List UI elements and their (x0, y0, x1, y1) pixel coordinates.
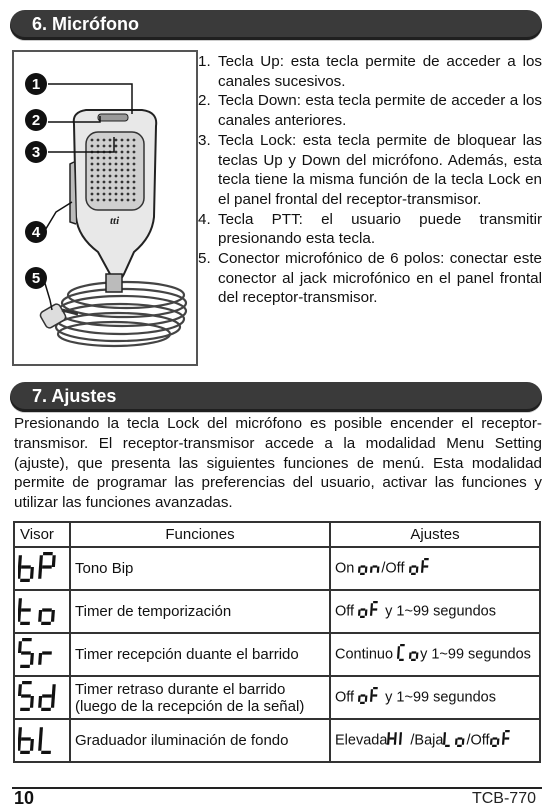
list-item: 5. Conector microfónico de 6 polos: conectar este conector al jack microfónico en el panel frontal del receptor-transmisor. (198, 250, 542, 307)
ajuste-label: On (335, 560, 355, 577)
header-funciones: Funciones (70, 522, 330, 547)
microphone-keys-list (198, 52, 542, 308)
ajuste-label: y 1~99 segundos (385, 603, 496, 620)
lcd-display-Sr (18, 637, 57, 673)
ajustes-cell (330, 547, 540, 590)
lcd-on (358, 557, 381, 580)
visor-cell (14, 676, 70, 719)
visor-cell (14, 590, 70, 633)
ajuste-label: y 1~99 segundos (385, 689, 496, 706)
callout-2: 2 (31, 112, 41, 129)
funcion-cell (70, 676, 330, 719)
lcd-off (490, 729, 513, 752)
ajuste-label: y 1~99 segundos (420, 646, 531, 663)
list-item: 3. Tecla Lock: esta tecla permite de bloquear las teclas Up y Down del micrófono. Además, esta tecla tiene la misma función de la tecla Lock en el panel frontal del receptor-transmisor. (198, 131, 542, 208)
callout-3: 3 (31, 144, 41, 161)
speaker-grille (86, 132, 144, 210)
visor-cell (14, 633, 70, 676)
ajuste-label: Continuo (335, 646, 394, 663)
lcd-display-Sd (18, 680, 57, 716)
callout-bubbles (25, 73, 47, 289)
list-item: 2. Tecla Down: esta tecla permite de acceder a los canales anteriores. (198, 92, 542, 130)
section-title: 6. Micrófono (32, 14, 139, 34)
ajustes-cell (330, 719, 540, 762)
ajustes-cell (330, 590, 540, 633)
visor-cell (14, 547, 70, 590)
list-item: 4. Tecla PTT: el usuario puede transmitir presionando esta tecla. (198, 210, 542, 248)
ajuste-label: /Off (466, 732, 490, 749)
list-item: 1. Tecla Up: esta tecla permite de acceder a los canales sucesivos. (198, 53, 542, 90)
ajustes-paragraph: Presionando la tecla Lock del micrófono es posible encender el receptor-transmisor. El receptor-transmisor accede a la modalidad Menu Setting (ajuste), que presenta las siguientes funciones de menú. Esta modalidad permite de programar las preferencias del usuario, activar las funciones y utilizar las funciones avanzadas. (14, 415, 542, 512)
model-name: TCB-770 (471, 790, 536, 807)
ajuste-label: Off (335, 689, 355, 706)
brand-logo: tti (110, 215, 120, 227)
visor-cell (14, 719, 70, 762)
lcd-co (397, 643, 420, 666)
funcion-line: (luego de la recepción de la señal) (75, 697, 305, 715)
lcd-off (409, 557, 432, 580)
funcion-line: Timer retraso durante el barrido (75, 680, 286, 698)
ajuste-label: /Off (381, 560, 405, 577)
funcion-cell: Timer recepción duante el barrido (70, 633, 330, 676)
lcd-off (358, 600, 381, 623)
section-header-ajustes (10, 382, 542, 412)
header-visor: Visor (14, 522, 70, 547)
callout-5: 5 (31, 270, 41, 287)
table-row (14, 676, 540, 719)
funcion-cell: Timer de temporización (70, 590, 330, 633)
funcion-cell: Graduador iluminación de fondo (70, 719, 330, 762)
ajuste-label: /Baja (410, 732, 444, 749)
lcd-display-bP (18, 551, 57, 587)
footer-rule (12, 787, 542, 789)
ajuste-label: Elevada (335, 732, 388, 749)
table-row (14, 590, 540, 633)
section-title: 7. Ajustes (32, 386, 117, 406)
section-header-microfono (10, 10, 542, 40)
microphone-figure (12, 50, 198, 366)
up-down-buttons (98, 114, 128, 121)
page-number: 10 (14, 788, 35, 808)
lcd-lo (443, 729, 466, 752)
callout-1: 1 (31, 76, 41, 93)
callout-4: 4 (31, 224, 41, 241)
lcd-display-to (18, 594, 57, 630)
header-ajustes: Ajustes (330, 522, 540, 547)
ajustes-cell (330, 676, 540, 719)
lcd-off (358, 686, 381, 709)
funcion-cell: Tono Bip (70, 547, 330, 590)
ajuste-label: Off (335, 603, 355, 620)
table-row (14, 633, 540, 676)
ajustes-cell (330, 633, 540, 676)
microphone-illustration (14, 52, 196, 364)
menu-settings-table (13, 521, 541, 763)
table-row (14, 547, 540, 590)
table-row (14, 719, 540, 762)
table-header-row (14, 522, 540, 547)
lcd-hi (387, 729, 410, 752)
lcd-display-bL (18, 723, 57, 759)
